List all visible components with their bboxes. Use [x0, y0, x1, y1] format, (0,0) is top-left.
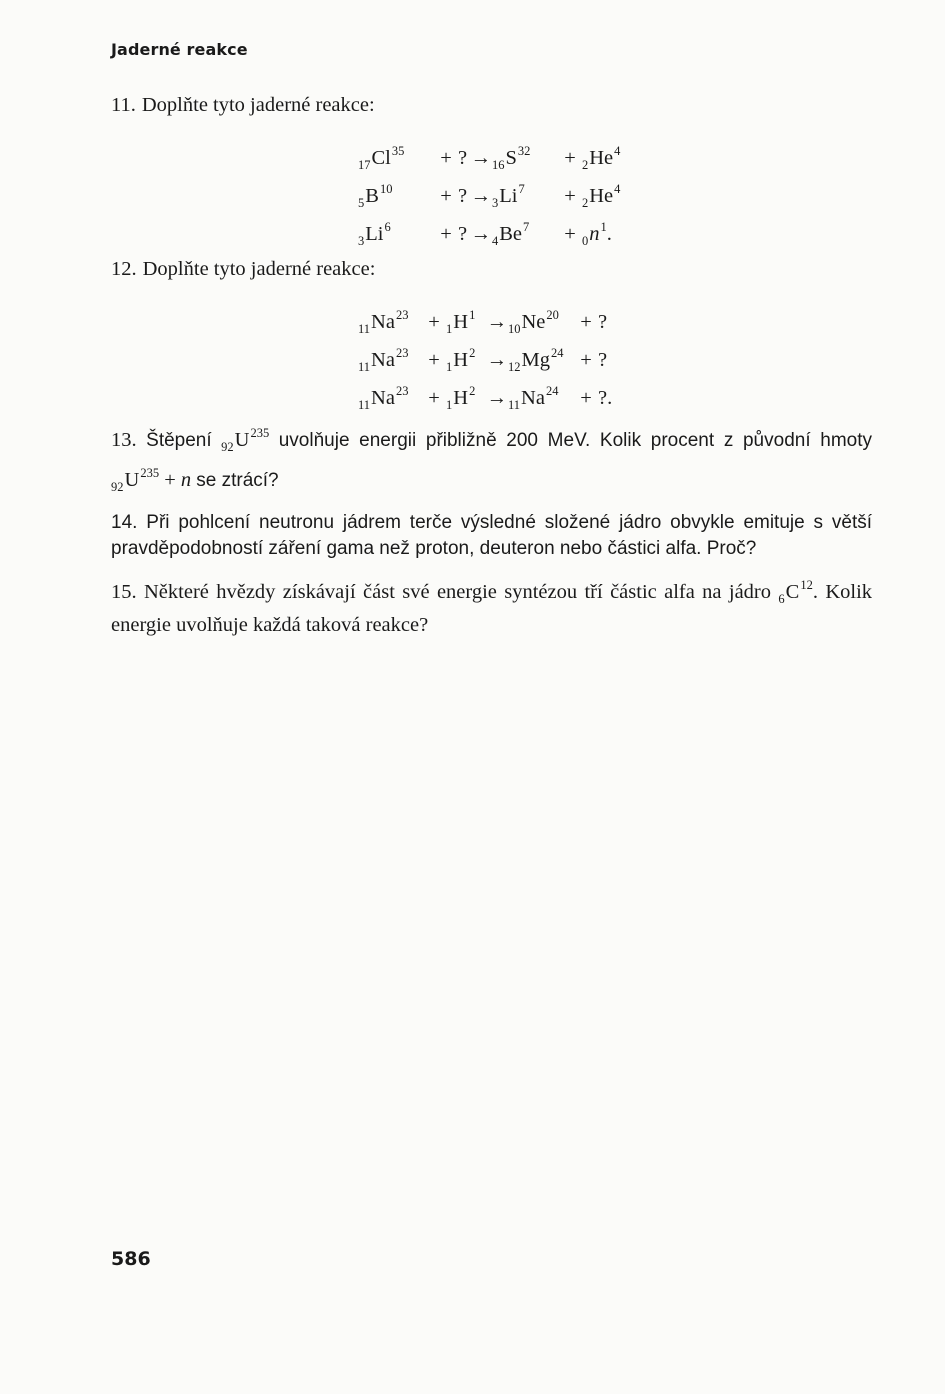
problem-14	[111, 510, 872, 562]
nuclide-symbol: S	[505, 147, 517, 169]
arrow-icon: →	[486, 311, 508, 333]
nuclide-prefix: 0	[582, 234, 589, 248]
page-content	[111, 92, 872, 638]
nuclide-mass: 10	[379, 182, 393, 196]
text-run: Štěpení	[146, 430, 212, 451]
text-run: se ztrácí?	[196, 470, 279, 491]
nuclide-mass: 35	[391, 144, 405, 158]
unknown-mark: ?	[458, 223, 468, 245]
nuclide-prefix: 16	[492, 158, 505, 172]
unknown-mark: ?	[598, 387, 608, 409]
nuclide-mass: 2	[469, 346, 476, 360]
plus-sign: +	[440, 147, 452, 169]
reaction-list-12	[358, 296, 872, 410]
problem-11-text	[111, 92, 872, 118]
nuclide-prefix: 1	[446, 360, 453, 374]
nuclide-prefix: 2	[582, 158, 589, 172]
problem-15-text	[111, 572, 872, 638]
plus-sign: +	[580, 349, 592, 371]
nuclide-prefix: 5	[358, 196, 365, 210]
nuclide-mass: 12	[800, 578, 813, 592]
nuclide-prefix: 1	[446, 322, 453, 336]
text-run: Při pohlcení neutronu jádrem terče výsledné složené jádro obvykle emituje s větší pravděpodobností záření gama než proton, deuteron nebo částici alfa. Proč?	[111, 512, 873, 559]
plus-sign: +	[440, 223, 452, 245]
nuclide-mass: 24	[550, 346, 564, 360]
nuclide-symbol: He	[589, 147, 614, 169]
problem-number: 11.	[111, 94, 136, 116]
text-run: uvolňuje energii přibližně 200 MeV. Kolik procent z původní hmoty	[278, 430, 873, 451]
nuclide-symbol: Na	[371, 349, 395, 371]
reaction-12-1	[358, 296, 872, 334]
nuclide-mass: 23	[395, 308, 409, 322]
nuclide-symbol: H	[453, 387, 469, 409]
nuclide-prefix: 92	[111, 480, 124, 494]
running-head: Jaderné reakce	[111, 40, 248, 59]
nuclide-symbol: Na	[371, 311, 395, 333]
nuclide-symbol: U	[124, 469, 140, 491]
problem-12	[111, 256, 872, 410]
nuclide-mass: 7	[518, 182, 525, 196]
reaction-11-2	[358, 170, 872, 208]
nuclide-prefix: 11	[508, 398, 521, 412]
text-run: Některé hvězdy získávají část své energie syntézou tří částic alfa na jádro	[144, 581, 772, 603]
unknown-mark: ?	[598, 311, 608, 333]
nuclide-prefix: 2	[582, 196, 589, 210]
nuclide-prefix: 3	[492, 196, 499, 210]
nuclide-symbol: Mg	[521, 349, 550, 371]
nuclide-prefix: 12	[508, 360, 521, 374]
nuclide-mass: 4	[614, 182, 621, 196]
problem-number: 15.	[111, 581, 137, 603]
nuclide-symbol: H	[453, 311, 469, 333]
nuclide-symbol: Cl	[371, 147, 391, 169]
plus-sign: +	[564, 147, 576, 169]
nuclide-symbol: H	[453, 349, 469, 371]
unknown-mark: ?	[458, 185, 468, 207]
problem-13	[111, 420, 872, 500]
nuclide-symbol: Li	[365, 223, 384, 245]
plus-sign: +	[428, 311, 440, 333]
page-number: 586	[111, 1248, 151, 1270]
reaction-end: .	[607, 387, 613, 409]
reaction-12-2	[358, 334, 872, 372]
plus-sign: +	[564, 223, 576, 245]
plus-sign: +	[564, 185, 576, 207]
nuclide-mass: 4	[614, 144, 621, 158]
nuclide-symbol: B	[365, 185, 379, 207]
unknown-mark: ?	[598, 349, 608, 371]
nuclide-prefix: 17	[358, 158, 371, 172]
nuclide-prefix: 92	[221, 440, 234, 454]
nuclide-mass: 1	[600, 220, 607, 234]
nuclide-prefix: 10	[508, 322, 521, 336]
problem-13-text	[111, 420, 872, 500]
neutron-symbol: n	[180, 469, 192, 491]
nuclide-mass: 7	[523, 220, 530, 234]
plus-sign: +	[428, 349, 440, 371]
unknown-mark: ?	[458, 147, 468, 169]
nuclide-mass: 235	[250, 426, 270, 440]
nuclide-prefix: 11	[358, 322, 371, 336]
nuclide-prefix: 3	[358, 234, 365, 248]
nuclide-symbol: Be	[499, 223, 523, 245]
nuclide-mass: 23	[395, 384, 409, 398]
problem-15	[111, 572, 872, 638]
nuclide-symbol: Na	[371, 387, 395, 409]
nuclide-mass: 24	[545, 384, 559, 398]
nuclide-prefix: 11	[358, 398, 371, 412]
nuclide-symbol: Ne	[521, 311, 546, 333]
nuclide-mass: 6	[384, 220, 391, 234]
arrow-icon: →	[470, 147, 492, 169]
plus-sign: +	[580, 311, 592, 333]
plus-sign: +	[164, 469, 176, 491]
reaction-11-1	[358, 132, 872, 170]
arrow-icon: →	[470, 185, 492, 207]
nuclide-mass: 235	[140, 466, 160, 480]
problem-number: 13.	[111, 429, 137, 451]
nuclide-prefix: 6	[778, 592, 785, 606]
problem-number: 12.	[111, 258, 137, 280]
reaction-end: .	[606, 223, 612, 245]
nuclide-mass: 2	[469, 384, 476, 398]
reaction-list-11	[358, 132, 872, 246]
nuclide-prefix: 1	[446, 398, 453, 412]
nuclide-symbol: n	[589, 223, 600, 245]
nuclide-mass: 20	[546, 308, 559, 322]
nuclide-mass: 1	[469, 308, 476, 322]
problem-prompt: Doplňte tyto jaderné reakce:	[141, 94, 375, 116]
problem-prompt: Doplňte tyto jaderné reakce:	[142, 258, 376, 280]
nuclide-mass: 23	[395, 346, 409, 360]
nuclide-symbol: U	[234, 429, 250, 451]
plus-sign: +	[580, 387, 592, 409]
nuclide-mass: 32	[517, 144, 531, 158]
problem-14-text	[111, 510, 872, 562]
text-run: . Kolik energie uvolňuje každá taková reakce?	[111, 581, 873, 636]
plus-sign: +	[440, 185, 452, 207]
nuclide-prefix: 4	[492, 234, 499, 248]
arrow-icon: →	[470, 223, 492, 245]
nuclide-prefix: 11	[358, 360, 371, 374]
nuclide-symbol: C	[785, 581, 800, 603]
arrow-icon: →	[486, 349, 508, 371]
nuclide-symbol: He	[589, 185, 614, 207]
problem-11	[111, 92, 872, 246]
problem-number: 14.	[111, 512, 138, 533]
reaction-12-3	[358, 372, 872, 410]
plus-sign: +	[428, 387, 440, 409]
nuclide-symbol: Na	[521, 387, 545, 409]
nuclide-symbol: Li	[499, 185, 518, 207]
arrow-icon: →	[486, 387, 508, 409]
